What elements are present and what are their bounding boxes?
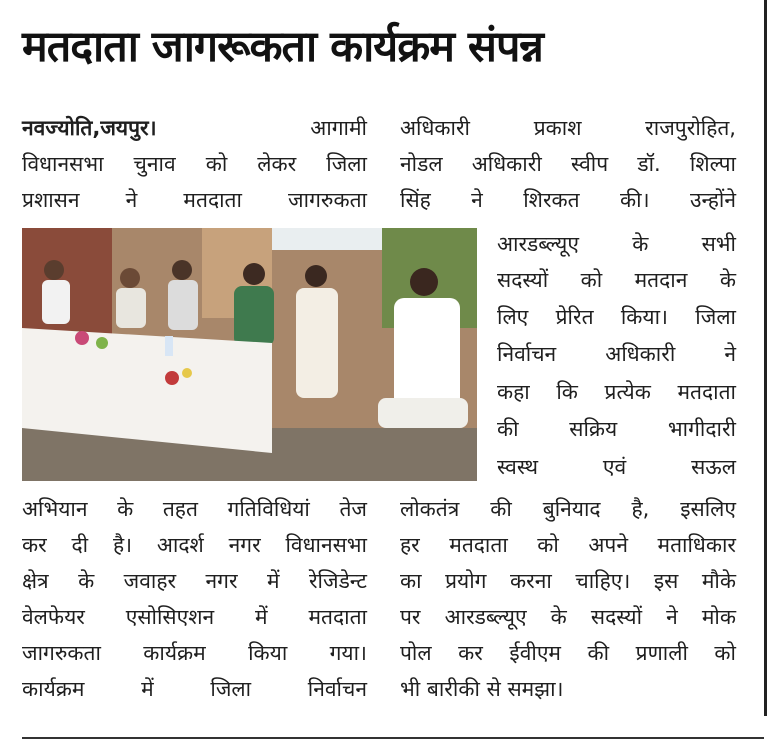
text-line: भी बारीकी से समझा।	[400, 677, 564, 701]
column-rule	[764, 0, 767, 716]
text-line: सिंह ने शिरकत की। उन्होंने	[400, 188, 736, 212]
text-line: आरडब्ल्यूए के सभी	[497, 232, 736, 256]
text-line: वेलफेयर एसोसिएशन में मतदाता	[22, 605, 367, 629]
text-line: की सक्रिय भागीदारी	[497, 417, 736, 441]
text-line: अधिकारी प्रकाश राजपुरोहित,	[400, 116, 736, 140]
text-line	[22, 113, 367, 143]
text-line: निर्वाचन अधिकारी ने	[497, 342, 736, 366]
text-fragment: आगामी	[310, 116, 367, 140]
text-line: कार्यक्रम में जिला निर्वाचन	[22, 677, 367, 701]
text-line: प्रशासन ने मतदाता जागरुकता	[22, 188, 367, 212]
text-line: जागरुकता कार्यक्रम किया गया।	[22, 641, 367, 665]
text-line: का प्रयोग करना चाहिए। इस मौके	[400, 569, 736, 593]
text-line: हर मतदाता को अपने मताधिकार	[400, 533, 736, 557]
text-line: कर दी है। आदर्श नगर विधानसभा	[22, 533, 367, 557]
text-line: पर आरडब्ल्यूए के सदस्यों ने मोक	[400, 605, 736, 629]
text-line: सदस्यों को मतदान के	[497, 268, 736, 292]
dateline: नवज्योति,जयपुर।	[22, 116, 157, 140]
text-line: स्वस्थ एवं सऊल	[497, 455, 736, 479]
text-line: नोडल अधिकारी स्वीप डॉ. शिल्पा	[400, 152, 736, 176]
headline: मतदाता जागरूकता कार्यक्रम संपन्न	[22, 22, 543, 72]
text-line: लोकतंत्र की बुनियाद है, इसलिए	[400, 497, 736, 521]
text-line: पोल कर ईवीएम की प्रणाली को	[400, 641, 736, 665]
event-photo-illustration	[22, 228, 477, 481]
text-line: क्षेत्र के जवाहर नगर में रेजिडेन्ट	[22, 569, 367, 593]
text-line: अभियान के तहत गतिविधियां तेज	[22, 497, 367, 521]
text-line: विधानसभा चुनाव को लेकर जिला	[22, 152, 367, 176]
text-line: कहा कि प्रत्येक मतदाता	[497, 380, 736, 404]
bottom-rule	[22, 737, 764, 739]
article-photo	[22, 228, 477, 481]
text-line: लिए प्रेरित किया। जिला	[497, 305, 736, 329]
